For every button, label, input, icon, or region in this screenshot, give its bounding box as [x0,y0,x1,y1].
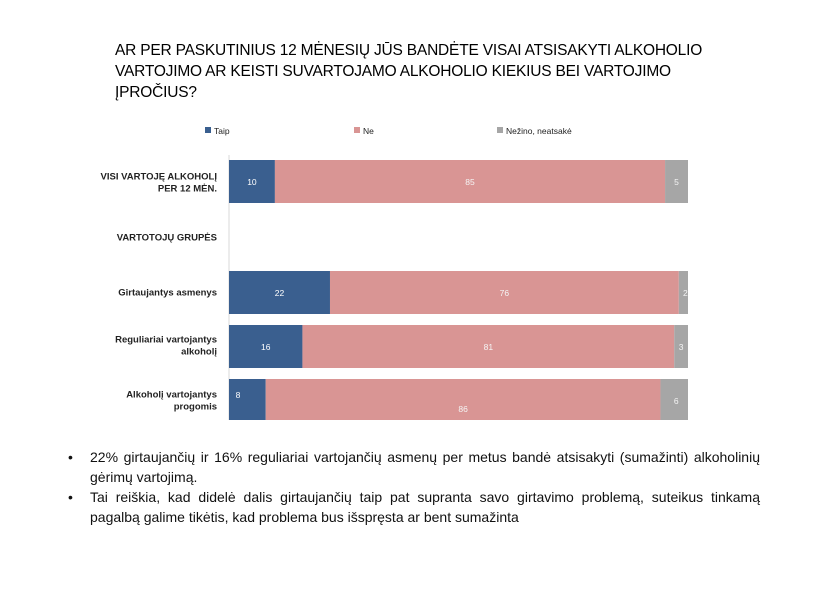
bar-taip [229,379,266,420]
category-label: VARTOTOJŲ GRUPĖS [116,232,217,244]
bullet-text-1: 22% girtaujančių ir 16% reguliariai vartojančių asmenų per metus bandė atsisakyti (sumažinti) alkoholinių gėrimų vartojimą. [90,449,760,485]
bar-value-label: 2 [683,288,688,298]
category-label: VISI VARTOJĘ ALKOHOLĮ [100,171,217,183]
legend-swatch-ne [354,127,360,133]
bullet-list [68,447,760,527]
bullet-marker: • [68,489,73,505]
bar-value-label: 6 [673,396,679,406]
bar-value-label: 3 [678,342,684,352]
legend-label: Nežino, neatsakė [506,126,572,136]
category-label: Alkoholį vartojantys [126,389,217,401]
title-line-3: ĮPROČIUS? [115,84,197,101]
bar-value-label: 76 [499,288,510,298]
category-label: Reguliariai vartojantys [115,334,217,346]
bar-value-label: 86 [458,404,468,414]
legend-label: Ne [363,126,374,136]
bullet-marker: • [68,449,73,465]
bar-value-label: 16 [260,342,271,352]
bullet-item [68,447,760,487]
legend-swatch-ne-ino-neatsak- [497,127,503,133]
category-label: progomis [173,401,217,413]
bar-value-label: 85 [465,177,475,187]
bar-value-label: 8 [235,390,241,400]
bar-value-label: 5 [674,177,679,187]
category-label: Girtaujantys asmenys [118,287,217,299]
legend-label: Taip [214,126,230,136]
legend-swatch-taip [205,127,211,133]
category-label: alkoholį [181,346,217,358]
bullet-text-2: Tai reiškia, kad didelė dalis girtaujančių taip pat supranta savo girtavimo problemą, suteikus tinkamą pagalbą galime tikėtis, kad problema bus išspręsta ar bent sumažinta [90,489,760,525]
bar-value-label: 10 [247,177,257,187]
bullet-item [68,487,760,527]
title-line-1: AR PER PASKUTINIUS 12 MĖNESIŲ JŪS BANDĖTE VISAI ATSISAKYTI ALKOHOLIO [115,42,703,59]
bar-value-label: 22 [274,288,285,298]
category-label: PER 12 MĖN. [157,183,217,195]
bar-value-label: 81 [483,342,494,352]
title-line-2: VARTOJIMO AR KEISTI SUVARTOJAMO ALKOHOLIO KIEKIUS BEI VARTOJIMO [115,63,671,80]
